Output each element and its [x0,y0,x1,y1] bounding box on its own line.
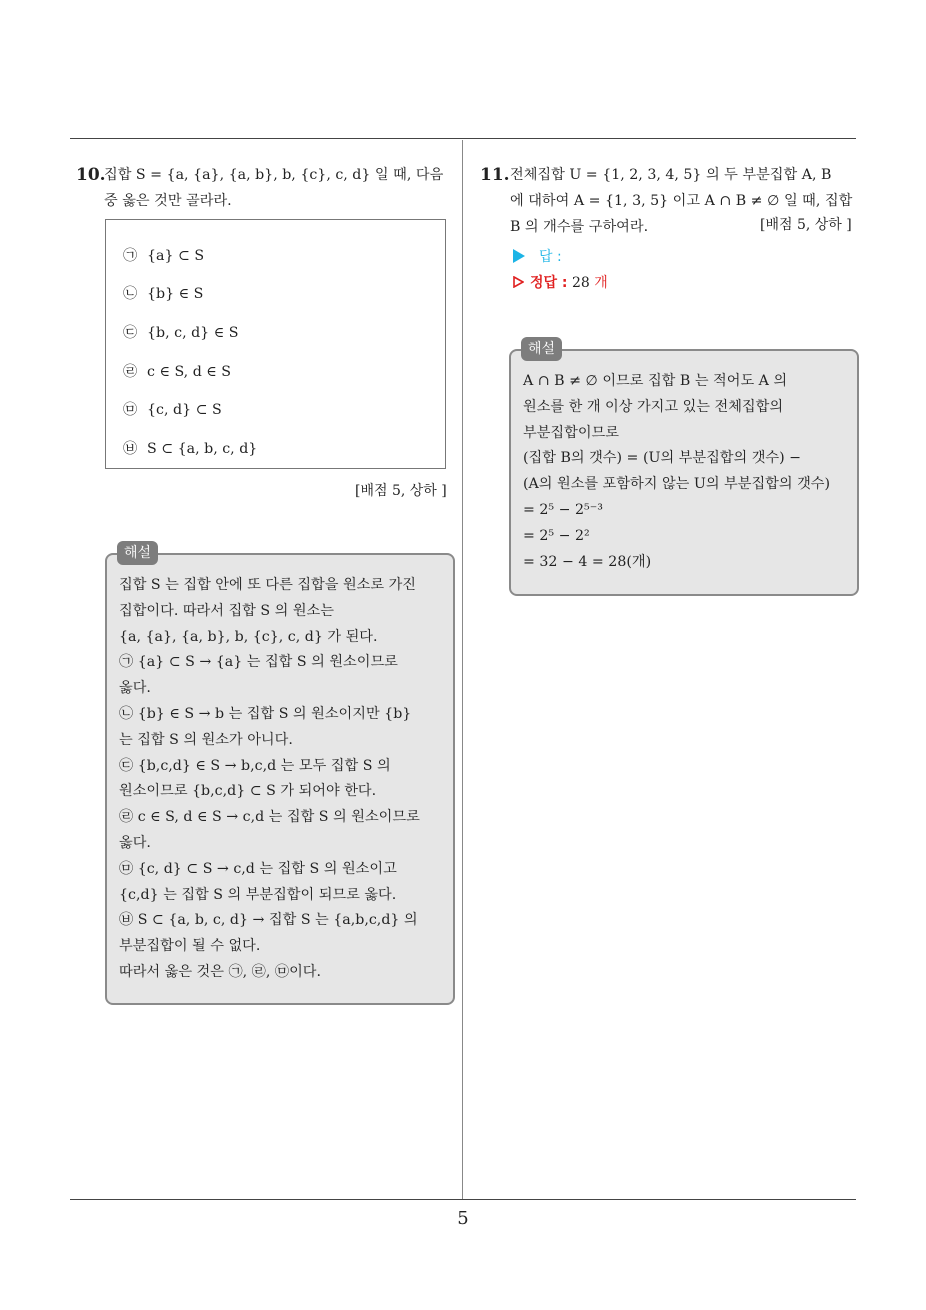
choice-text: {a} ⊂ S [147,248,205,264]
solution-line: {c,d} 는 집합 S 의 부분집합이 되므로 옳다. [119,886,397,903]
solution-line: 원소를 한 개 이상 가지고 있는 전체집합의 [523,398,784,415]
solution-text [523,369,830,575]
solution-line: = 32 − 4 = 28(개) [523,553,652,570]
correct-answer-line [513,272,608,292]
choice-item [123,437,257,461]
solution-line: ㉠ {a} ⊂ S → {a} 는 집합 S 의 원소이므로 [119,654,398,671]
solution-tag: 해설 [117,541,158,565]
correct-answer-value: 28 [571,275,590,291]
solution-line: 원소이므로 {b,c,d} ⊂ S 가 되어야 한다. [119,783,377,800]
solution-line: A ∩ B ≠ ∅ 이므로 집합 B 는 적어도 A 의 [523,373,788,389]
answer-input-line[interactable] [513,246,562,266]
footer-rule [70,1199,856,1200]
solution-line: = 2⁵ − 2² [523,527,590,544]
choice-mark: ㉡ [123,286,138,302]
solution-line: (A의 원소를 포함하지 않는 U의 부분집합의 갯수) [523,476,831,493]
solution-line: 는 집합 S 의 원소가 아니다. [119,731,293,748]
choice-mark: ㉥ [123,441,138,457]
solution-line: ㉡ {b} ∈ S → b 는 집합 S 의 원소이지만 {b} [119,705,412,722]
choice-text: {b, c, d} ∈ S [147,325,239,341]
question-10-score: [배점 5, 상하 ] [355,483,447,499]
solution-line: ㉥ S ⊂ {a, b, c, d} → 집합 S 는 {a,b,c,d} 의 [119,912,418,929]
solution-line: 부분집합이므로 [523,424,619,441]
choice-text: {b} ∈ S [147,286,204,302]
choice-item [123,398,222,422]
solution-line: ㉤ {c, d} ⊂ S → c,d 는 집합 S 의 원소이고 [119,860,397,877]
solution-line: ㉢ {b,c,d} ∈ S → b,c,d 는 모두 집합 S 의 [119,757,391,774]
choice-item [123,282,203,306]
solution-line: = 2⁵ − 2⁵⁻³ [523,501,603,518]
choice-item [123,360,231,384]
solution-line: 옳다. [119,834,151,851]
page-number: 5 [457,1208,469,1229]
play-triangle-icon [513,249,525,263]
choice-mark: ㉠ [123,248,138,264]
choices-box [105,219,446,469]
solution-line: ㉣ c ∈ S, d ∈ S → c,d 는 집합 S 의 원소이므로 [119,809,420,826]
solution-tag: 해설 [521,337,562,361]
correct-answer-unit: 개 [594,275,608,291]
question-10-number: 10. [76,165,106,185]
question-11-line: B 의 개수를 구하여라. [510,219,649,235]
choice-item [123,321,238,345]
correct-answer-label: 정답 : [530,275,568,291]
outline-triangle-icon [513,276,524,288]
solution-line: 집합 S 는 집합 안에 또 다른 집합을 원소로 가진 [119,577,417,593]
solution-line: {a, {a}, {a, b}, b, {c}, c, d} 가 된다. [119,628,378,645]
question-11-score: [배점 5, 상하 ] [760,217,852,233]
choice-text: {c, d} ⊂ S [147,402,222,418]
column-divider [462,140,463,1200]
solution-box-11 [509,341,859,596]
header-rule [70,138,856,139]
answer-label: 답 : [539,249,562,265]
choice-mark: ㉢ [123,325,138,341]
solution-line: 부분집합이 될 수 없다. [119,938,261,955]
question-11-line: 에 대하여 A = {1, 3, 5} 이고 A ∩ B ≠ ∅ 일 때, 집합 [510,193,853,209]
choice-mark: ㉣ [123,364,138,380]
choice-item [123,244,204,268]
question-11-number: 11. [480,165,510,185]
question-10-text: 집합 S = {a, {a}, {a, b}, b, {c}, c, d} 일 때, 다음 중 옳은 것만 골라라. [104,167,444,209]
solution-box-10 [105,545,455,1005]
choice-mark: ㉤ [123,402,138,418]
solution-line: 집합이다. 따라서 집합 S 의 원소는 [119,602,334,619]
question-10 [76,162,456,214]
choice-text: S ⊂ {a, b, c, d} [147,441,258,457]
solution-line: 따라서 옳은 것은 ㉠, ㉣, ㉤이다. [119,963,321,980]
solution-text [119,573,420,986]
choice-text: c ∈ S, d ∈ S [147,364,232,380]
solution-line: (집합 B의 갯수) = (U의 부분집합의 갯수) − [523,450,802,467]
solution-line: 옳다. [119,680,151,697]
question-11-line: 전체집합 U = {1, 2, 3, 4, 5} 의 두 부분집합 A, B [510,167,832,183]
